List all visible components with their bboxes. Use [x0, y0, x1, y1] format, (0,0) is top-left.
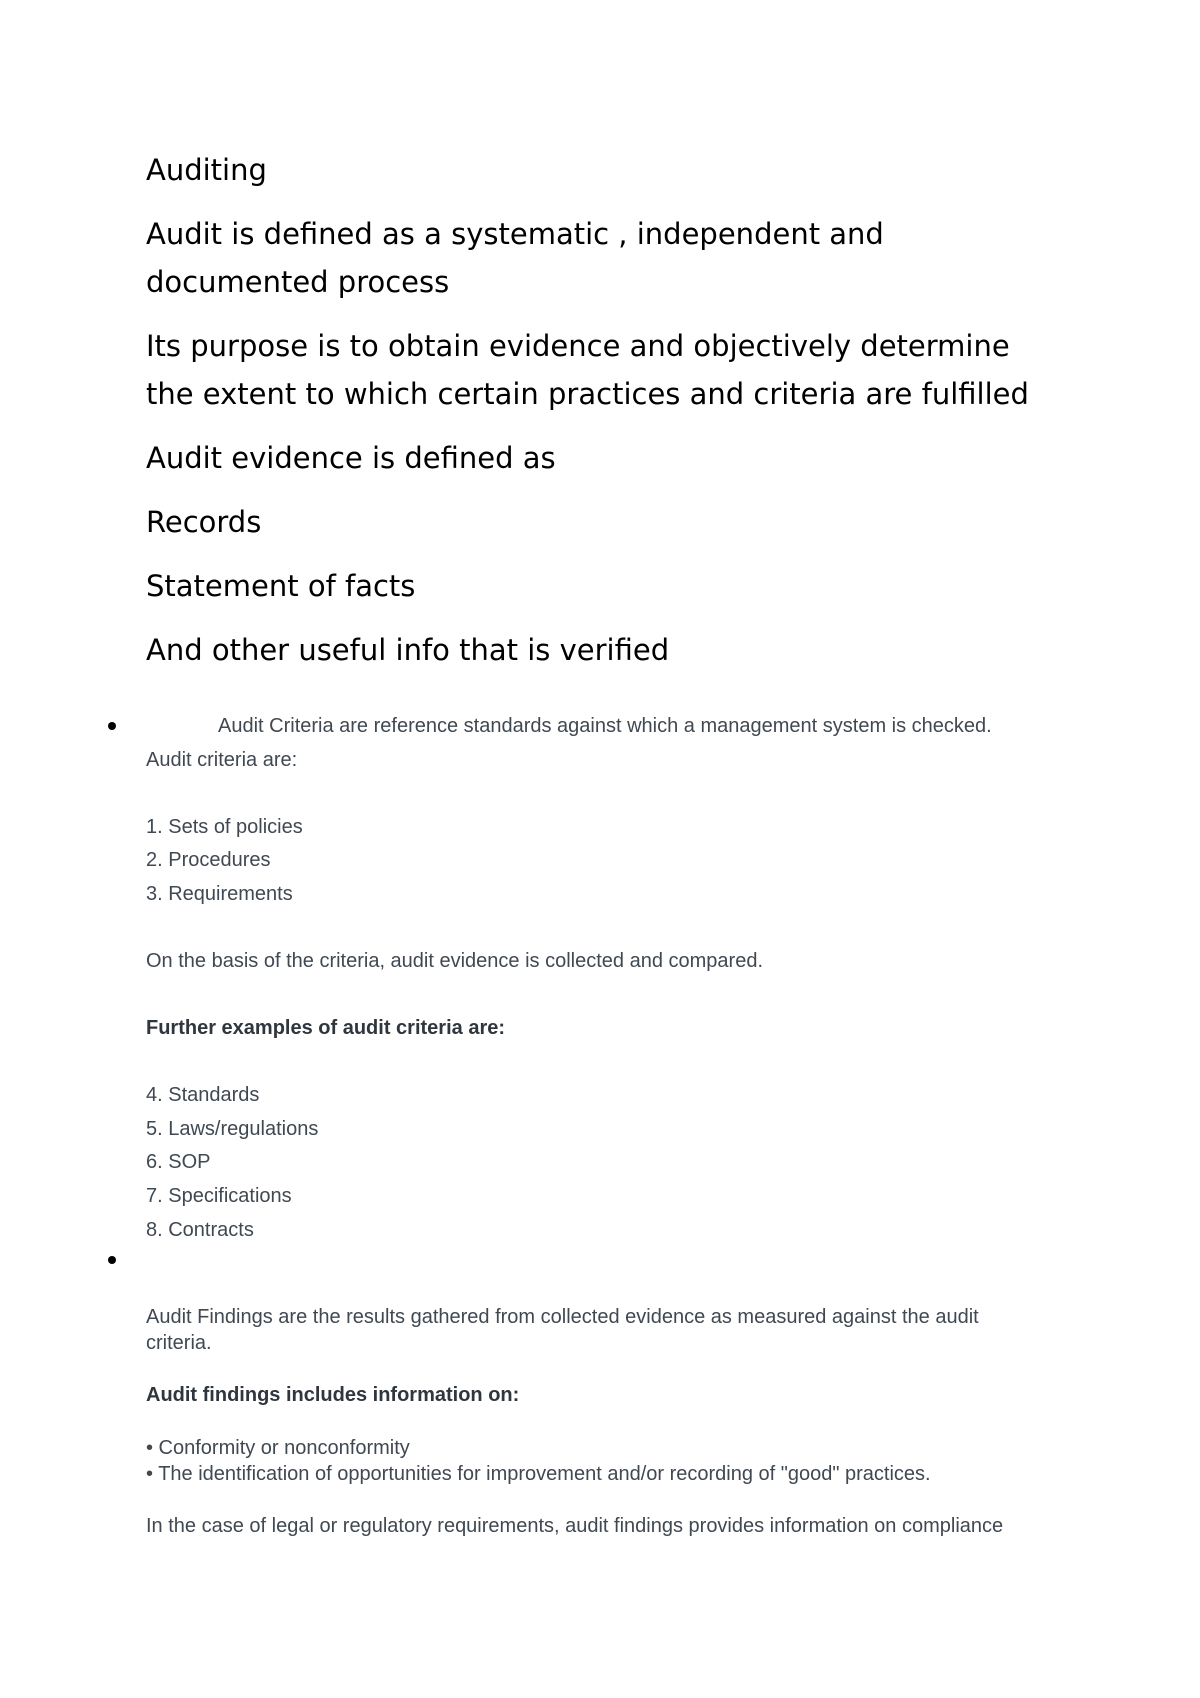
criteria-intro: Audit Criteria are reference standards against which a management system is checked. [218, 715, 992, 737]
findings-intro-line-2: criteria. [146, 1332, 212, 1354]
audit-definition-line-2: documented process [146, 265, 450, 299]
criteria-list-intro: Audit criteria are: [146, 749, 298, 771]
findings-item: • The identification of opportunities for improvement and/or recording of "good" practices. [146, 1463, 931, 1485]
criteria-item: 5. Laws/regulations [146, 1118, 319, 1140]
audit-purpose-line-2: the extent to which certain practices and criteria are fulfilled [146, 377, 1029, 411]
findings-intro-line-1: Audit Findings are the results gathered from collected evidence as measured against the audit [146, 1306, 979, 1328]
bullet-findings [108, 1256, 116, 1264]
bullet-criteria [108, 722, 116, 730]
criteria-basis-text: On the basis of the criteria, audit evidence is collected and compared. [146, 950, 764, 972]
findings-item: • Conformity or nonconformity [146, 1437, 410, 1459]
criteria-item: 6. SOP [146, 1151, 211, 1173]
document-title: Auditing [146, 153, 267, 187]
criteria-item: 7. Specifications [146, 1185, 292, 1207]
audit-definition-line-1: Audit is defined as a systematic , independent and [146, 217, 884, 251]
further-examples-heading: Further examples of audit criteria are: [146, 1017, 506, 1039]
audit-evidence-heading: Audit evidence is defined as [146, 441, 556, 475]
evidence-item-statement: Statement of facts [146, 569, 416, 603]
criteria-item: 8. Contracts [146, 1219, 254, 1241]
criteria-item: 2. Procedures [146, 849, 271, 871]
evidence-item-other-info: And other useful info that is verified [146, 633, 670, 667]
findings-includes-heading: Audit findings includes information on: [146, 1384, 520, 1406]
evidence-item-records: Records [146, 505, 262, 539]
audit-purpose-line-1: Its purpose is to obtain evidence and objectively determine [146, 329, 1010, 363]
criteria-item: 3. Requirements [146, 883, 293, 905]
criteria-item: 1. Sets of policies [146, 816, 303, 838]
criteria-item: 4. Standards [146, 1084, 260, 1106]
findings-legal-text: In the case of legal or regulatory requirements, audit findings provides information on compliance [146, 1515, 1004, 1537]
